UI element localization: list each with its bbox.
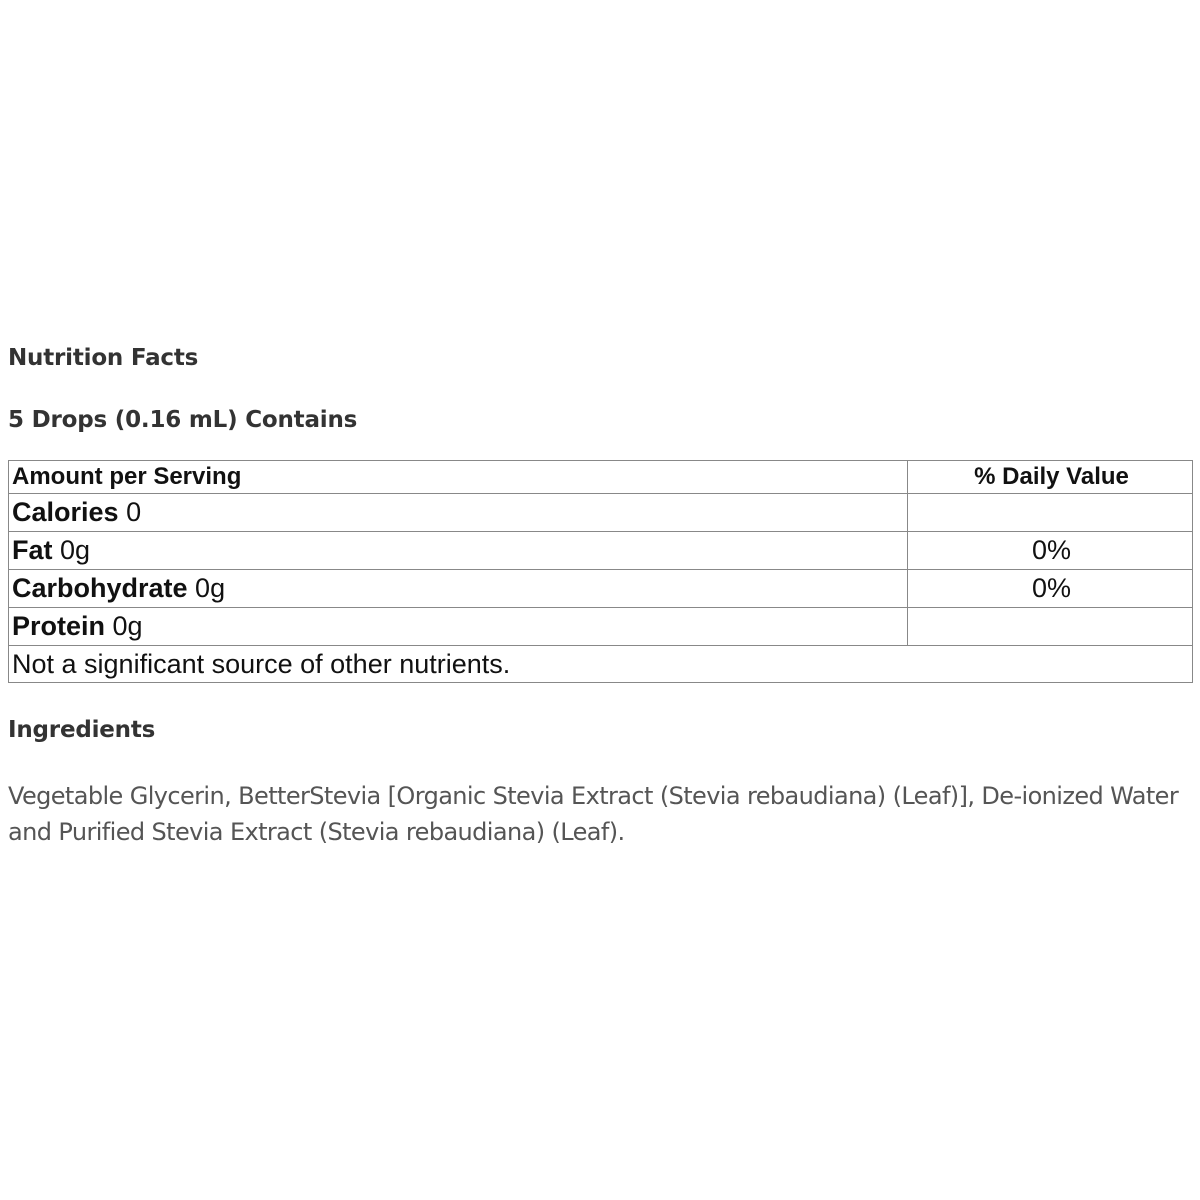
nutrient-amount: 0g [52, 535, 91, 565]
nutrition-facts-title: Nutrition Facts [8, 345, 199, 371]
nutrient-cell [9, 532, 908, 570]
nutrient-amount: 0 [118, 497, 142, 527]
nutrient-amount: 0g [105, 611, 143, 641]
nutrient-cell [9, 494, 908, 532]
serving-size-heading: 5 Drops (0.16 mL) Contains [8, 407, 358, 433]
table-row [9, 608, 1193, 646]
daily-value-cell [908, 494, 1193, 532]
daily-value-header: % Daily Value [908, 461, 1193, 494]
table-footnote: Not a significant source of other nutrients. [9, 646, 1193, 683]
daily-value-cell: 0% [908, 532, 1193, 570]
daily-value-cell: 0% [908, 570, 1193, 608]
table-row [9, 570, 1193, 608]
nutrient-name: Calories [12, 497, 119, 527]
table-header-row [9, 461, 1193, 494]
amount-per-serving-header: Amount per Serving [9, 461, 908, 494]
daily-value-cell [908, 608, 1193, 646]
nutrient-amount: 0g [187, 573, 226, 603]
ingredients-title: Ingredients [8, 717, 156, 743]
nutrient-name: Fat [12, 535, 53, 565]
nutrient-name: Carbohydrate [12, 573, 188, 603]
nutrient-cell [9, 608, 908, 646]
nutrition-table [8, 460, 1193, 683]
ingredients-list: Vegetable Glycerin, BetterStevia [Organic Stevia Extract (Stevia rebaudiana) (Leaf)], De-ionized Water and Purified Stevia Extract (Stevia rebaudiana) (Leaf). [8, 782, 1179, 846]
table-row [9, 494, 1193, 532]
table-row [9, 532, 1193, 570]
table-footnote-row [9, 646, 1193, 683]
nutrient-cell [9, 570, 908, 608]
nutrient-name: Protein [12, 611, 106, 641]
